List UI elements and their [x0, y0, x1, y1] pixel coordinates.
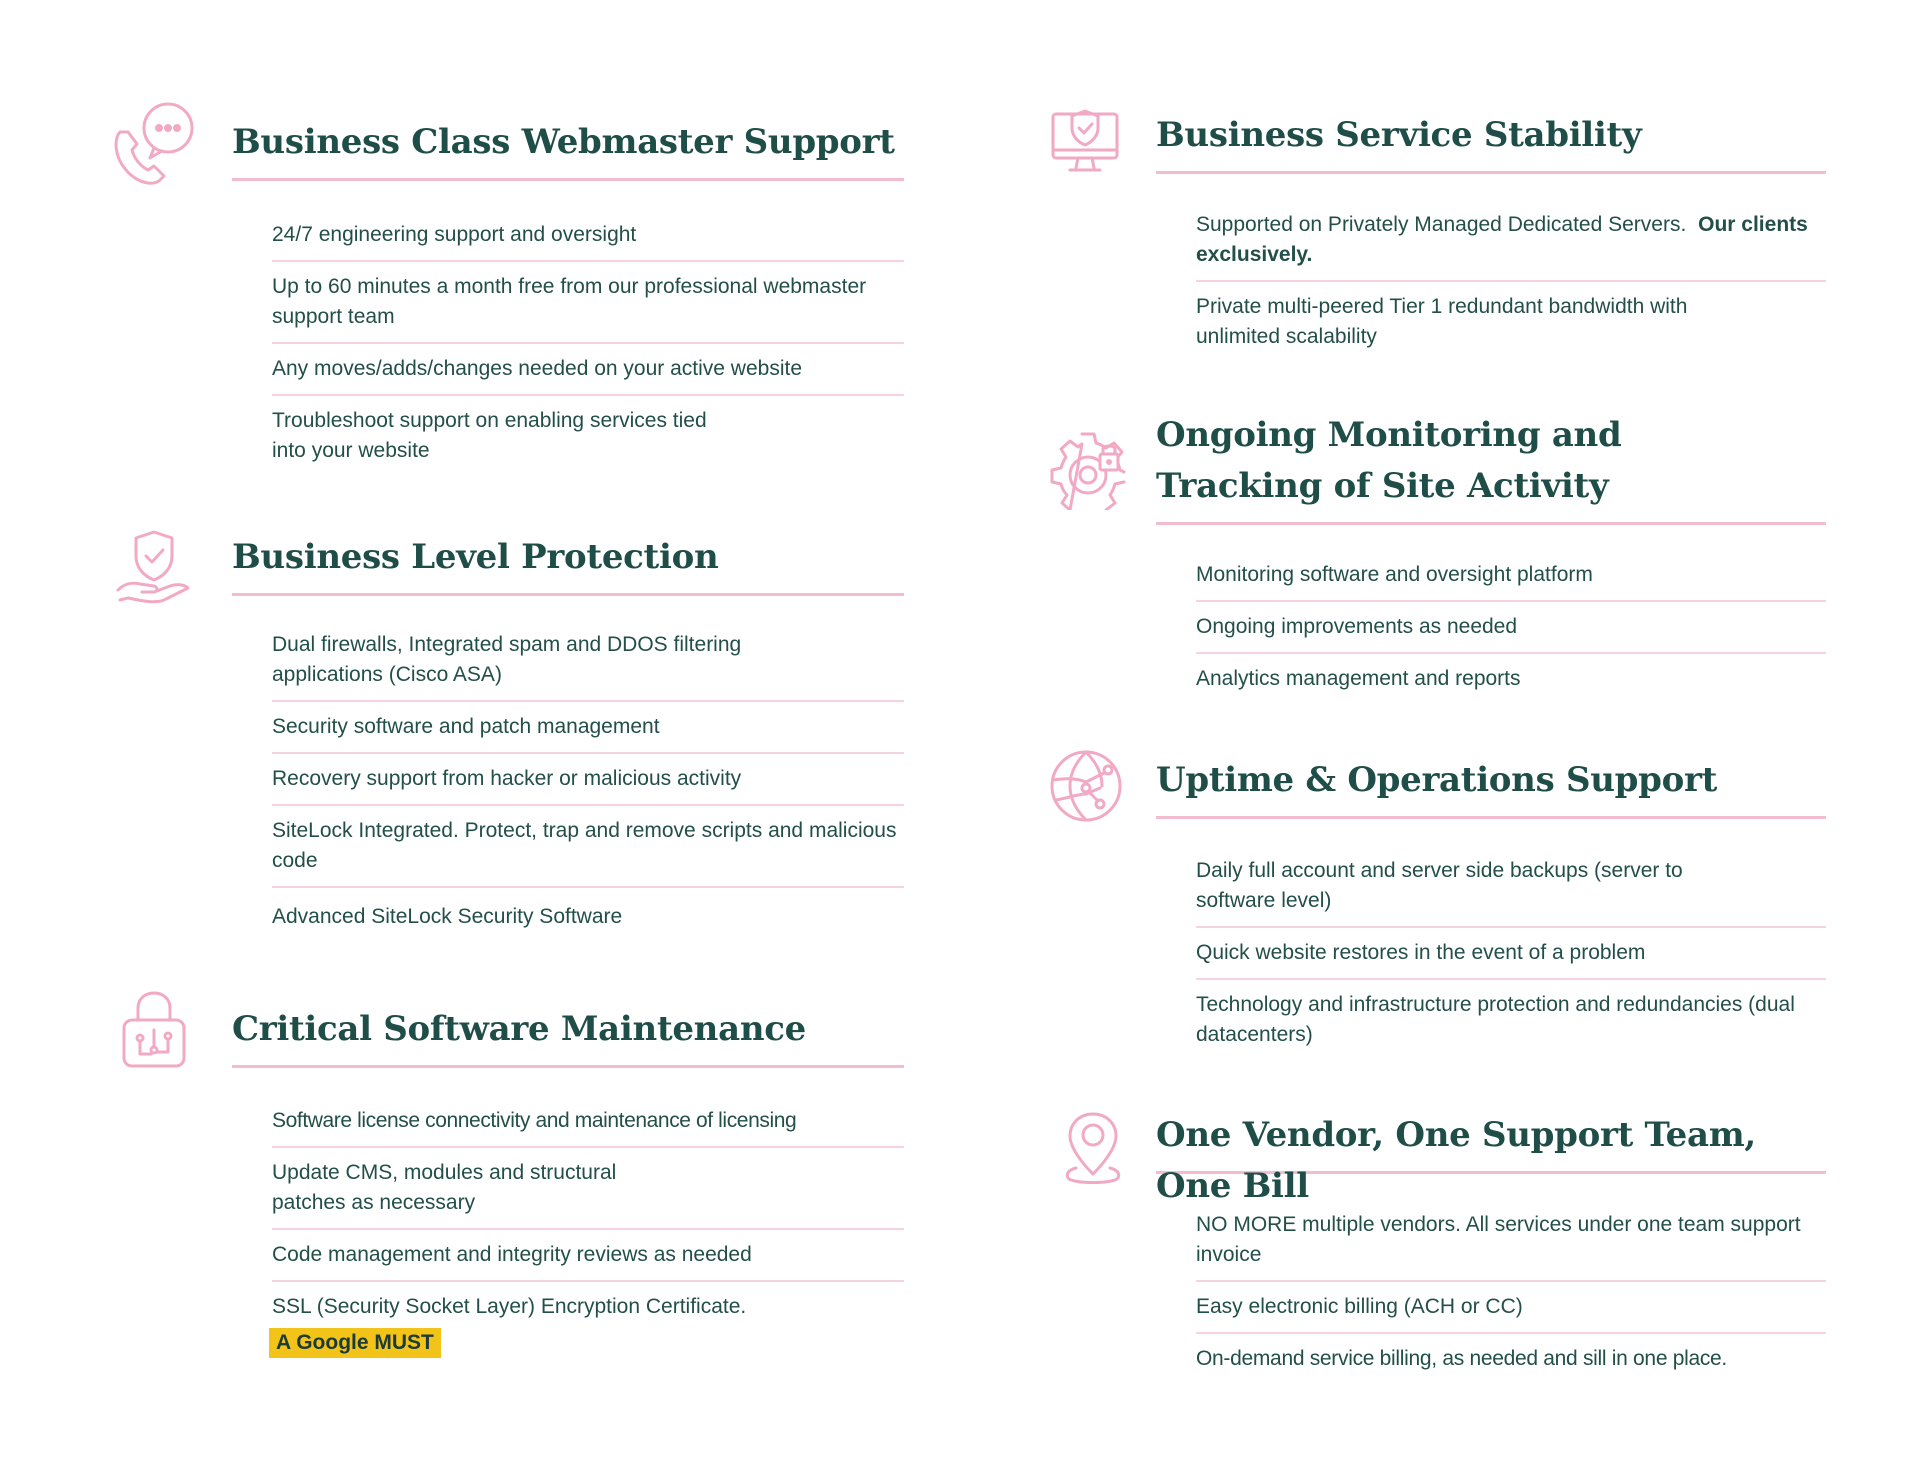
list-item: 24/7 engineering support and oversight [272, 210, 904, 262]
list-item [272, 1282, 904, 1368]
monitor-shield-icon [1050, 108, 1120, 178]
section-item-list [272, 620, 904, 942]
google-must-badge: A Google MUST [269, 1328, 441, 1358]
section-title: Business Class Webmaster Support [232, 117, 904, 181]
section-item-list [1196, 846, 1826, 1060]
list-item: On-demand service billing, as needed and sill in one place. [1196, 1347, 1727, 1370]
section-title: Business Level Protection [232, 532, 904, 596]
list-item: Daily full account and server side backups (server to software level) [1196, 846, 1826, 928]
list-item: Advanced SiteLock Security Software [272, 905, 623, 928]
list-item: Recovery support from hacker or malicious activity [272, 754, 904, 806]
list-item: Troubleshoot support on enabling services tied into your website [272, 409, 707, 462]
list-item: SiteLock Integrated. Protect, trap and remove scripts and malicious code [272, 806, 904, 888]
section-item-list [272, 210, 904, 476]
section-item-list [1196, 1200, 1826, 1384]
location-pin-icon [1062, 1110, 1124, 1190]
list-item [1196, 200, 1826, 282]
section-item-list [272, 1096, 904, 1368]
section-item-list [1196, 200, 1826, 362]
globe-network-icon [1048, 748, 1124, 824]
list-item: Update CMS, modules and structural patches as necessary [272, 1148, 904, 1230]
section-title: Ongoing Monitoring and Tracking of Site Activity [1156, 410, 1826, 525]
list-item: Quick website restores in the event of a problem [1196, 928, 1826, 980]
list-item: Ongoing improvements as needed [1196, 602, 1826, 654]
section-item-list [1196, 550, 1826, 704]
list-item: Easy electronic billing (ACH or CC) [1196, 1282, 1826, 1334]
list-item: Monitoring software and oversight platform [1196, 550, 1826, 602]
shield-hand-icon [114, 526, 194, 606]
section-title: Business Service Stability [1156, 110, 1826, 174]
list-item: Security software and patch management [272, 702, 904, 754]
list-item: Analytics management and reports [1196, 667, 1521, 690]
list-item: Technology and infrastructure protection and redundancies (dual datacenters) [1196, 993, 1795, 1046]
list-item: Up to 60 minutes a month free from our professional webmaster support team [272, 262, 904, 344]
section-title: One Vendor, One Support Team, One Bill [1156, 1110, 1826, 1174]
stability-text: Supported on Privately Managed Dedicated Servers. [1196, 213, 1687, 236]
list-item: Code management and integrity reviews as needed [272, 1230, 904, 1282]
phone-chat-icon [110, 98, 200, 188]
list-item: NO MORE multiple vendors. All services under one team support invoice [1196, 1200, 1826, 1282]
list-item: Any moves/adds/changes needed on your active website [272, 344, 904, 396]
section-title: Uptime & Operations Support [1156, 755, 1826, 819]
list-item: Software license connectivity and maintenance of licensing [272, 1096, 904, 1148]
circuit-lock-icon [116, 990, 192, 1070]
gear-lock-icon [1048, 430, 1128, 510]
stability-bold-text: Our clients exclusively. [1196, 213, 1808, 266]
list-item: Dual firewalls, Integrated spam and DDOS filtering applications (Cisco ASA) [272, 620, 904, 702]
ssl-text: SSL (Security Socket Layer) Encryption Certificate. [272, 1295, 747, 1318]
list-item: Private multi-peered Tier 1 redundant bandwidth with unlimited scalability [1196, 295, 1688, 348]
section-title: Critical Software Maintenance [232, 1004, 904, 1068]
